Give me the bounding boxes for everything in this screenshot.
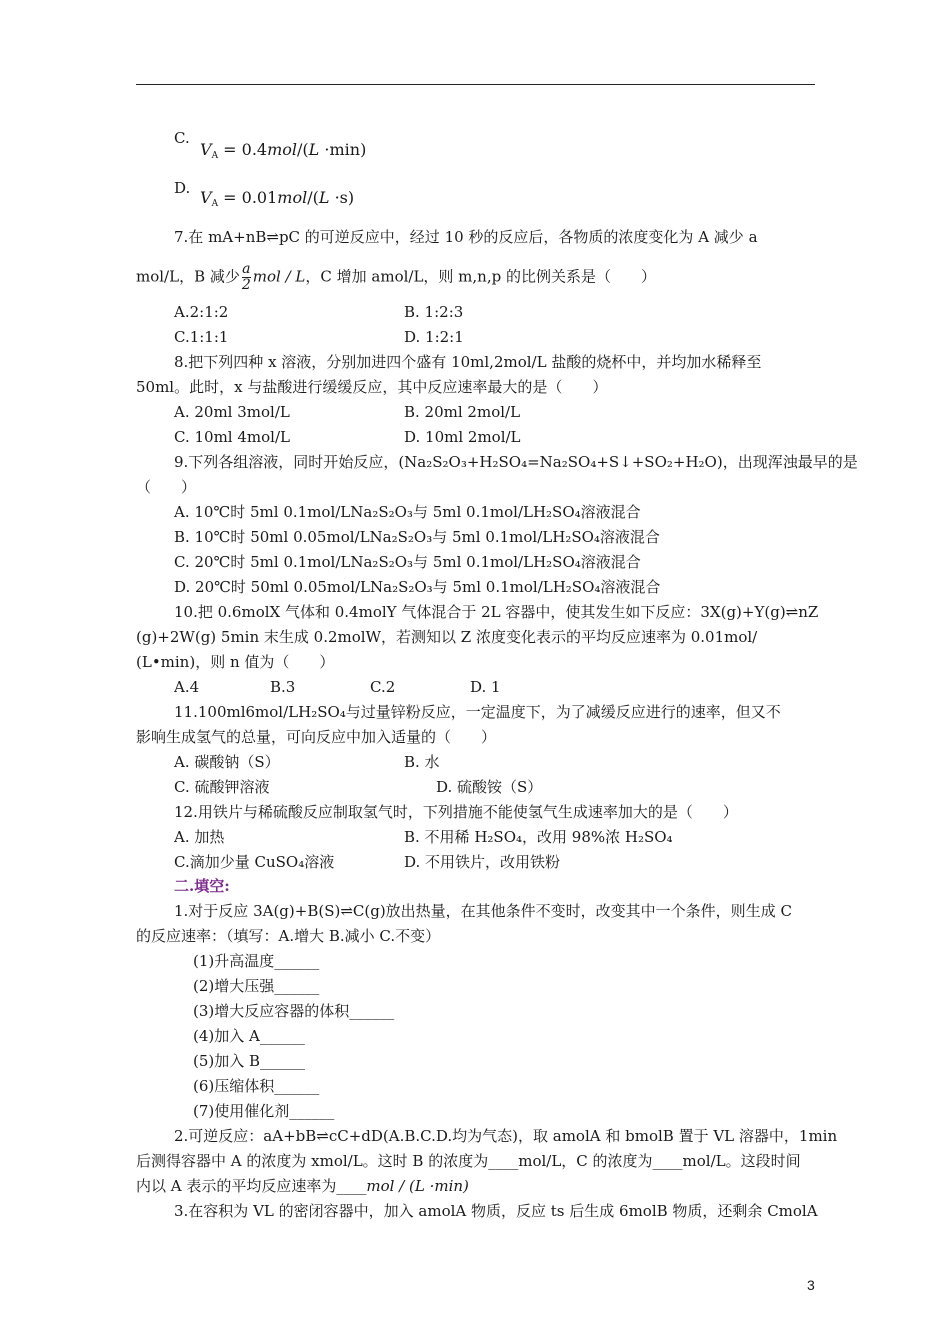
q10-line3: (L•min)，则 n 值为（ ） [136,653,335,671]
f1-item-6: (6)压缩体积______ [193,1077,320,1095]
q8-option-b: B. 20ml 2mol/L [404,403,521,421]
f1-item-1: (1)升高温度______ [193,952,320,970]
f1-item-2: (2)增大压强______ [193,977,320,995]
q7-option-d: D. 1:2:1 [404,328,464,346]
q11-line1: 11.100ml6mol/LH₂SO₄与过量锌粉反应，一定温度下，为了减缓反应进行的速率，但又不 [174,703,781,721]
q10-option-c: C.2 [370,678,396,696]
q11-option-c: C. 硫酸钾溶液 [174,778,270,796]
q8-option-d: D. 10ml 2mol/L [404,428,521,446]
q11-option-a: A. 碳酸钠（S） [174,753,280,771]
option-c-label: C. [174,129,190,147]
q10-line1: 10.把 0.6molX 气体和 0.4molY 气体混合于 2L 容器中，使其发生如下反应：3X(g)+Y(g)⇌nZ [174,603,819,621]
option-c-formula: $V_A = 0.4mol/(L \cdot\min)$ [200,140,367,161]
q9-line2: （ ） [136,478,197,496]
q9-option-d: D. 20℃时 50ml 0.05mol/LNa₂S₂O₃与 5ml 0.1mol/LH₂SO₄溶液混合 [174,578,661,596]
q11-line2: 影响生成氢气的总量，可向反应中加入适量的（ ） [136,728,497,746]
header-rule [136,84,815,85]
q8-option-c: C. 10ml 4mol/L [174,428,290,446]
q7-option-c: C.1:1:1 [174,328,229,346]
q11-option-b: B. 水 [404,753,440,771]
f1-line1: 1.对于反应 3A(g)+B(S)⇌C(g)放出热量，在其他条件不变时，改变其中一个条件，则生成 C [174,902,792,920]
f2-line3: 内以 A 表示的平均反应速率为____mol / (L ·min) [136,1177,469,1195]
f1-item-7: (7)使用催化剂______ [193,1102,335,1120]
page-number: 3 [807,1277,815,1293]
q11-option-d: D. 硫酸铵（S） [436,778,543,796]
q7-option-a: A.2:1:2 [174,303,229,321]
q12-line1: 12.用铁片与稀硫酸反应制取氢气时，下列措施不能使氢气生成速率加大的是（ ） [174,803,738,821]
q8-line1: 8.把下列四种 x 溶液，分别加进四个盛有 10ml,2mol/L 盐酸的烧杯中，并均加水稀释至 [174,353,762,371]
f1-line2: 的反应速率：（填写：A.增大 B.减小 C.不变） [136,927,441,945]
f1-item-5: (5)加入 B______ [193,1052,306,1070]
q10-option-b: B.3 [270,678,296,696]
q9-option-b: B. 10℃时 50ml 0.05mol/LNa₂S₂O₃与 5ml 0.1mol/LH₂SO₄溶液混合 [174,528,660,546]
q9-line1: 9.下列各组溶液，同时开始反应，(Na₂S₂O₃+H₂SO₄=Na₂SO₄+S↓+SO₂+H₂O)，出现浑浊最早的是 [174,453,858,471]
q7-option-b: B. 1:2:3 [404,303,464,321]
q7-fraction: $\frac{a}{2}$ [241,261,251,293]
q7-line2: mol/L，B 减少 $\frac{a}{2}$ mol / L，C 增加 amol/L，则 m,n,p 的比例关系是（ ） [136,261,656,293]
f2-line1: 2.可逆反应：aA+bB⇌cC+dD(A.B.C.D.均为气态)，取 amolA 和 bmolB 置于 VL 溶器中，1min [174,1127,838,1145]
q8-line2: 50ml。此时，x 与盐酸进行缓缓反应，其中反应速率最大的是（ ） [136,378,608,396]
q12-option-c: C.滴加少量 CuSO₄溶液 [174,853,335,871]
q7-line1: 7.在 mA+nB⇌pC 的可逆反应中，经过 10 秒的反应后，各物质的浓度变化为 A 减少 a [174,228,758,246]
q12-option-d: D. 不用铁片，改用铁粉 [404,853,561,871]
q8-option-a: A. 20ml 3mol/L [174,403,290,421]
q9-option-a: A. 10℃时 5ml 0.1mol/LNa₂S₂O₃与 5ml 0.1mol/LH₂SO₄溶液混合 [174,503,641,521]
f2-line2: 后测得容器中 A 的浓度为 xmol/L。这时 B 的浓度为____mol/L，C 的浓度为____mol/L。这段时间 [136,1152,801,1170]
option-d-label: D. [174,179,191,197]
option-d-formula: $V_A = 0.01mol/(L \cdot s)$ [200,188,355,209]
q12-option-a: A. 加热 [174,828,225,846]
q10-option-a: A.4 [174,678,200,696]
q12-option-b: B. 不用稀 H₂SO₄，改用 98%浓 H₂SO₄ [404,828,673,846]
section-fill-in-title: 二.填空: [174,877,230,895]
q10-option-d: D. 1 [470,678,501,696]
f1-item-3: (3)增大反应容器的体积______ [193,1002,395,1020]
f3-line1: 3.在容积为 VL 的密闭容器中，加入 amolA 物质，反应 ts 后生成 6molB 物质，还剩余 CmolA [174,1202,818,1220]
q9-option-c: C. 20℃时 5ml 0.1mol/LNa₂S₂O₃与 5ml 0.1mol/LH₂SO₄溶液混合 [174,553,641,571]
q10-line2: (g)+2W(g) 5min 末生成 0.2molW，若测知以 Z 浓度变化表示的平均反应速率为 0.01mol/ [136,628,758,646]
f1-item-4: (4)加入 A______ [193,1027,305,1045]
